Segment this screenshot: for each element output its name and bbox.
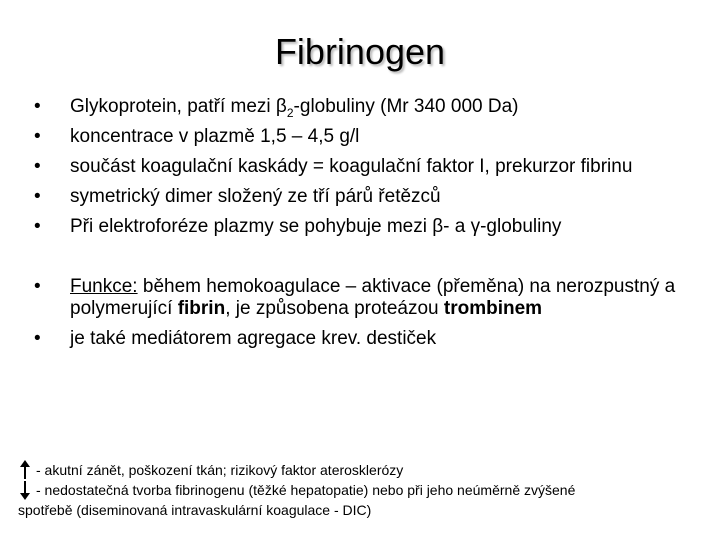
bullet-item — [34, 216, 704, 238]
beta-symbol: β — [275, 96, 287, 117]
bullet-text: je také mediátorem agregace krev. destiček — [70, 328, 437, 349]
arrow-down-icon — [18, 480, 34, 500]
increase-note-text: - akutní zánět, poškození tkán; rizikový faktor aterosklerózy — [36, 462, 404, 478]
bullet-text: -globuliny (Mr 340 000 Da) — [293, 96, 519, 117]
bullet-item — [34, 328, 704, 350]
bullet-item — [34, 276, 704, 320]
clinical-notes — [18, 460, 708, 520]
bullet-item — [34, 186, 704, 208]
function-label: Funkce: — [70, 276, 138, 297]
bullet-text: Při elektroforéze plazmy se pohybuje mezi β- a γ-globuliny — [70, 216, 562, 237]
decrease-note-continuation: spotřebě (diseminovaná intravaskulární koagulace - DIC) — [18, 502, 372, 518]
bold-term: trombinem — [443, 298, 543, 319]
arrow-up-icon — [18, 460, 34, 480]
decrease-note-text: - nedostatečná tvorba fibrinogenu (těžké hepatopatie) nebo při jeho neúměrně zvýšené — [36, 482, 576, 498]
bold-term: fibrin — [177, 298, 226, 319]
page-title: Fibrinogen — [274, 31, 446, 72]
bullet-text: koncentrace v plazmě 1,5 – 4,5 g/l — [70, 126, 360, 147]
bullet-item — [34, 126, 704, 148]
bullet-text: součást koagulační kaskády = koagulační faktor I, prekurzor fibrinu — [70, 156, 633, 177]
increase-note — [18, 460, 708, 480]
bullet-list — [34, 96, 704, 358]
spacer — [34, 246, 704, 276]
bullet-text: , je způsobena proteázou — [225, 298, 444, 319]
bullet-text: během hemokoagulace – aktivace (přeměna) na nerozpustný a polymerující — [70, 276, 676, 319]
bullet-item — [34, 156, 704, 178]
decrease-note — [18, 480, 708, 500]
bullet-item — [34, 96, 704, 118]
bullet-text: symetrický dimer složený ze tří párů řetězců — [70, 186, 441, 207]
bullet-text: Glykoprotein, patří mezi — [70, 96, 276, 117]
subscript: 2 — [286, 105, 294, 120]
